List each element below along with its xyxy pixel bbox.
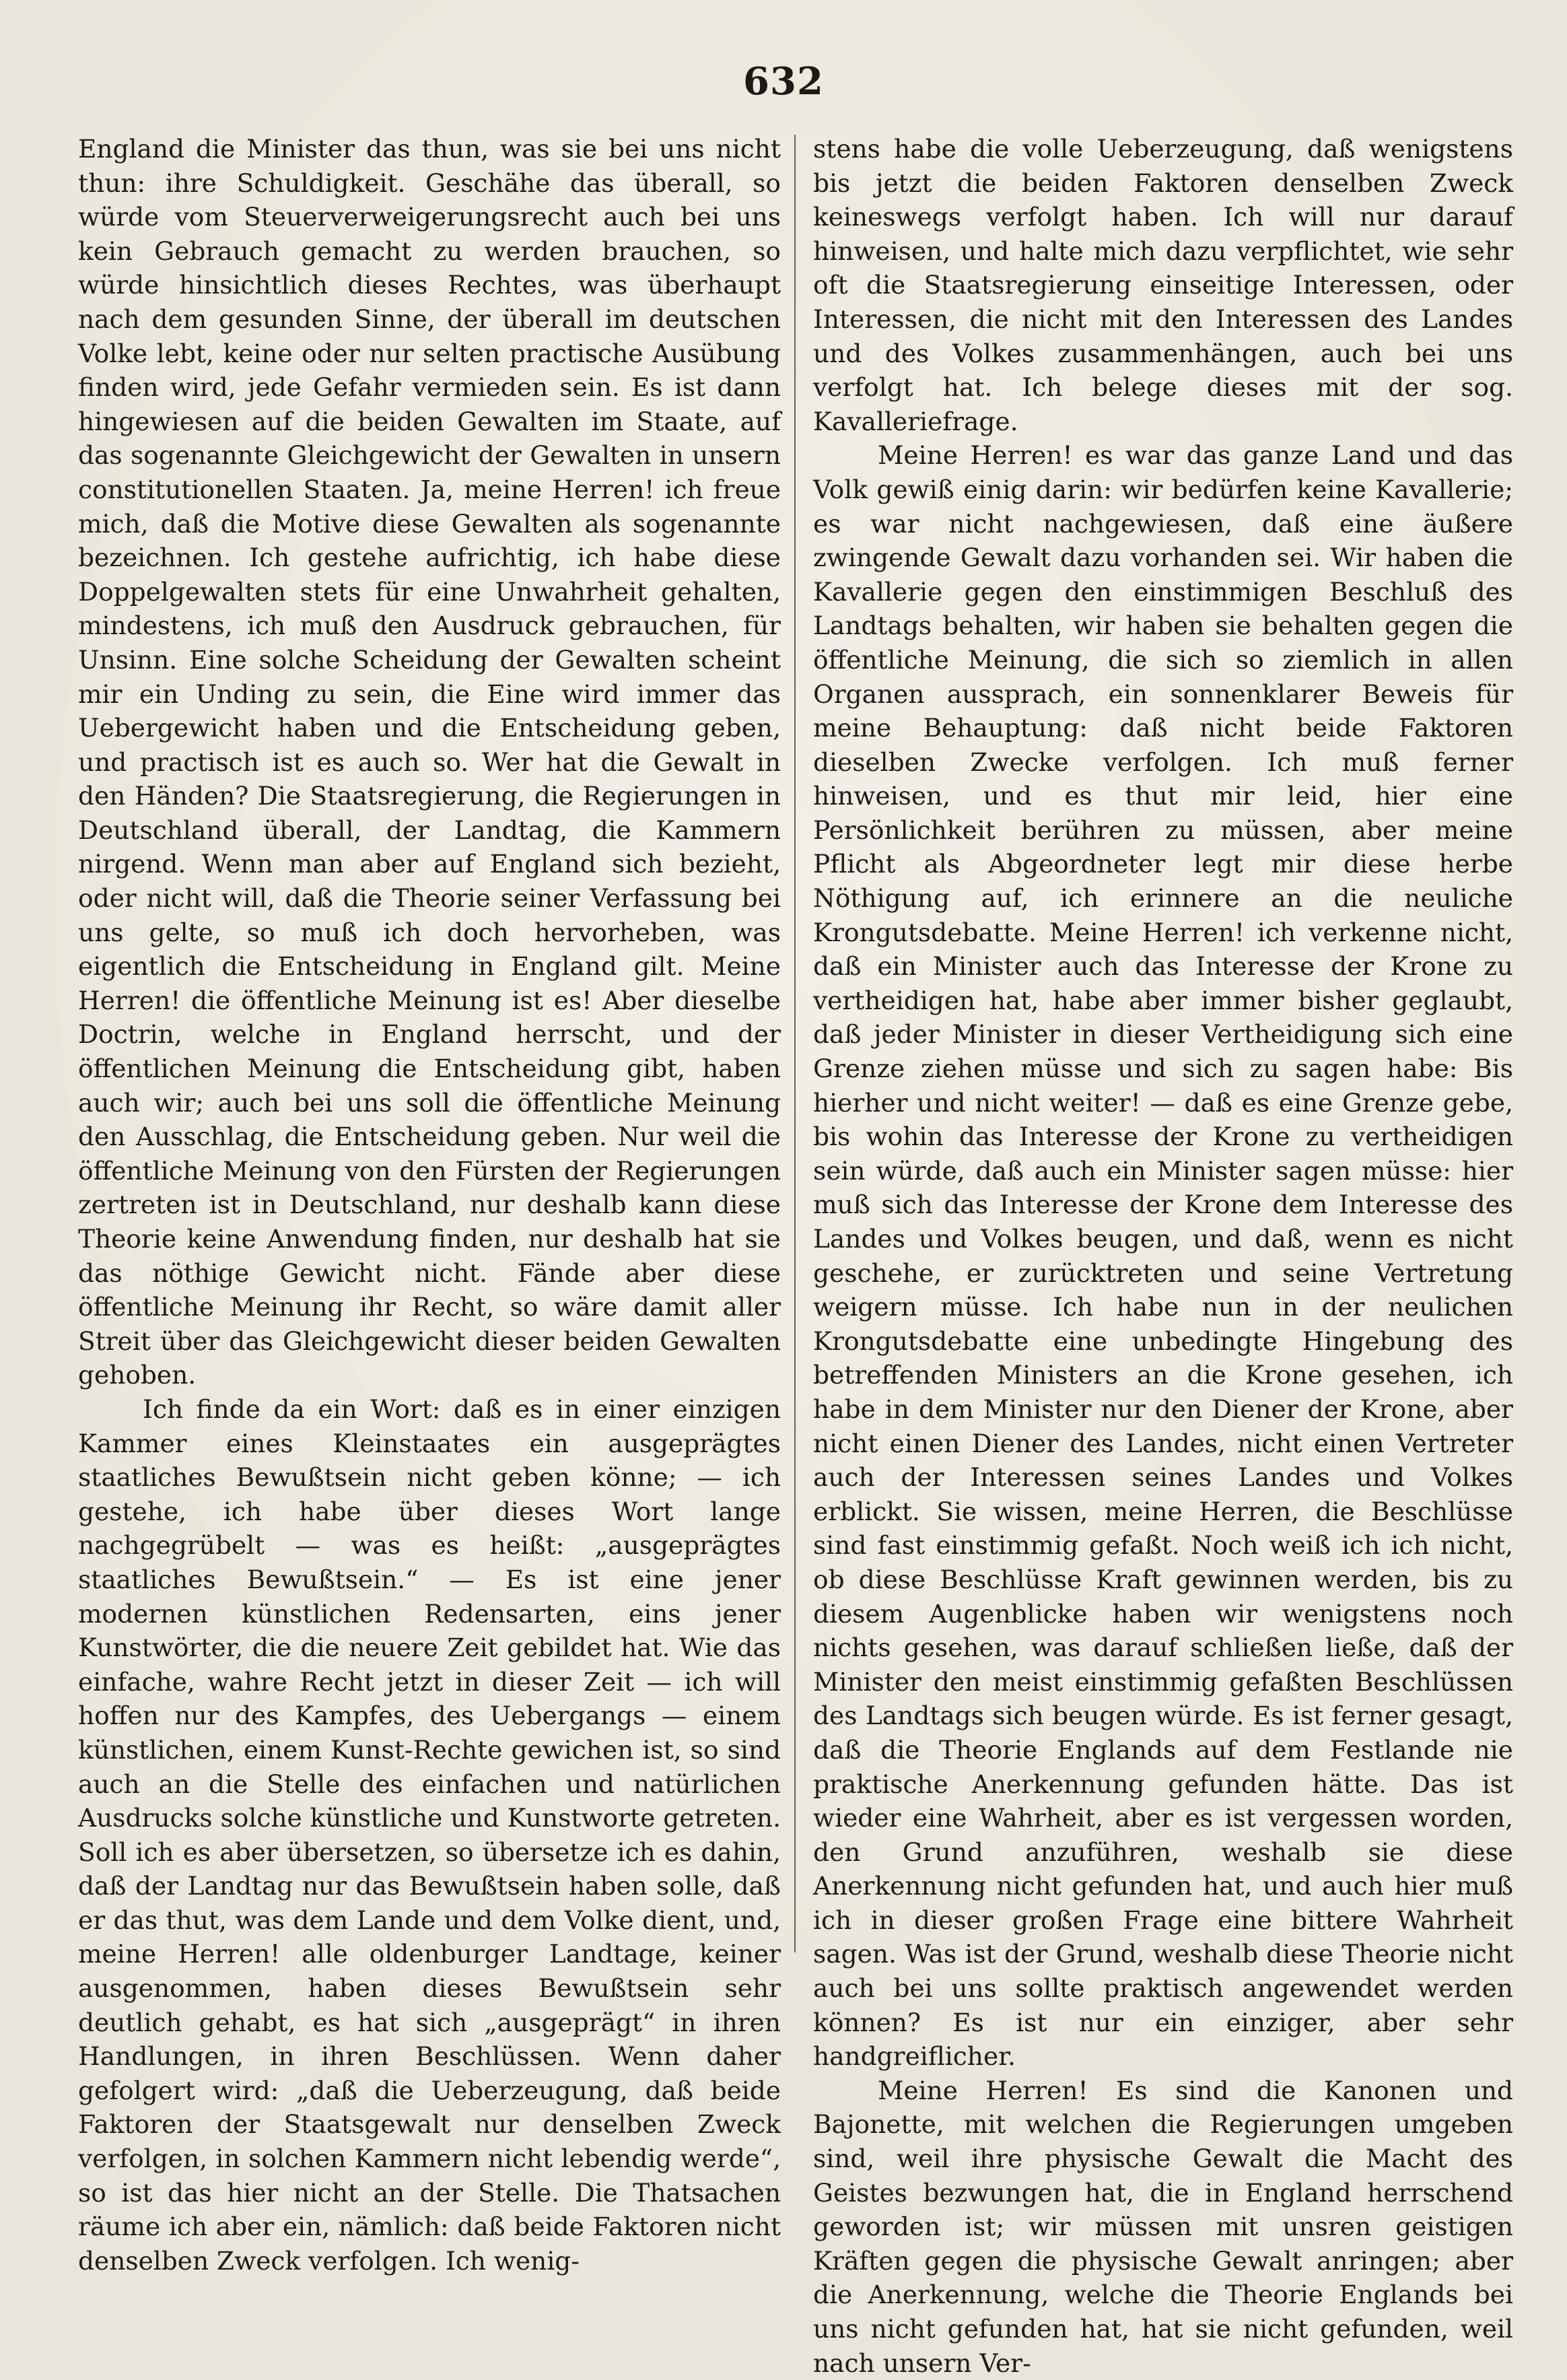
page-number: 632	[743, 59, 824, 104]
paragraph: Ich finde da ein Wort: daß es in einer einzigen Kammer eines Kleinstaates ein ausgeprägtes staatliches Bewußtsein nicht geben könne; — ich gestehe, ich habe über dieses Wort lange nachgegrübelt — was es heißt: „ausgeprägtes staatliches Bewußtsein.“ — Es ist eine jener modernen künstlichen Redensarten, eins jener Kunstwörter, die die neuere Zeit gebildet hat. Wie das einfache, wahre Recht jetzt in dieser Zeit — ich will hoffen nur des Kampfes, des Uebergangs — einem künstlichen, einem Kunst-Rechte gewichen ist, so sind auch an die Stelle des einfachen und natürlichen Ausdrucks solche künstliche und Kunstworte getreten. Soll ich es aber übersetzen, so übersetze ich es dahin, daß der Landtag nur das Bewußtsein haben solle, daß er das thut, was dem Lande und dem Volke dient, und, meine Herren! alle oldenburger Landtage, keiner ausgenommen, haben dieses Bewußtsein sehr deutlich gehabt, es hat sich „ausgeprägt“ in ihren Handlungen, in ihren Beschlüssen. Wenn daher gefolgert wird: „daß die Ueberzeugung, daß beide Faktoren der Staatsgewalt nur denselben Zweck verfolgen, in solchen Kammern nicht lebendig werde“, so ist das hier nicht an der Stelle. Die Thatsachen räume ich aber ein, nämlich: daß beide Faktoren nicht denselben Zweck verfolgen. Ich wenig-	[78, 1394, 781, 2276]
paragraph: stens habe die volle Ueberzeugung, daß wenigstens bis jetzt die beiden Faktoren denselben Zweck keineswegs verfolgt haben. Ich will nur darauf hinweisen, und halte mich dazu verpflichtet, wie sehr oft die Staatsregierung einseitige Interessen, oder Interessen, die nicht mit den Interessen des Landes und des Volkes zusammenhängen, auch bei uns verfolgt hat. Ich belege dieses mit der sog. Kavalleriefrage.	[813, 134, 1513, 436]
paragraph: England die Minister das thun, was sie bei uns nicht thun: ihre Schuldigkeit. Geschähe das überall, so würde vom Steuerverweigerungsrecht auch bei uns kein Gebrauch gemacht zu werden brauchen, so würde hinsichtlich dieses Rechtes, was überhaupt nach dem gesunden Sinne, der überall im deutschen Volke lebt, keine oder nur selten practische Ausübung finden wird, jede Gefahr vermieden sein. Es ist dann hingewiesen auf die beiden Gewalten im Staate, auf das sogenannte Gleichgewicht der Gewalten in unsern constitutionellen Staaten. Ja, meine Herren! ich freue mich, daß die Motive diese Gewalten als sogenannte bezeichnen. Ich gestehe aufrichtig, ich habe diese Doppelgewalten stets für eine Unwahrheit gehalten, mindestens, ich muß den Ausdruck gebrauchen, für Unsinn. Eine solche Scheidung der Gewalten scheint mir ein Unding zu sein, die Eine wird immer das Uebergewicht haben und die Entscheidung geben, und practisch ist es auch so. Wer hat die Gewalt in den Händen? Die Staatsregierung, die Regierungen in Deutschland überall, der Landtag, die Kammern nirgend. Wenn man aber auf England sich bezieht, oder nicht will, daß die Theorie seiner Verfassung bei uns gelte, so muß ich doch hervorheben, was eigentlich die Entscheidung in England gilt. Meine Herren! die öffentliche Meinung ist es! Aber dieselbe Doctrin, welche in England herrscht, und der öffentlichen Meinung die Entscheidung gibt, haben auch wir; auch bei uns soll die öffentliche Meinung den Ausschlag, die Entscheidung geben. Nur weil die öffentliche Meinung von den Fürsten der Regierungen zertreten ist in Deutschland, nur deshalb kann diese Theorie keine Anwendung finden, nur deshalb hat sie das nöthige Gewicht nicht. Fände aber diese öffentliche Meinung ihr Recht, so wäre damit aller Streit über das Gleichgewicht dieser beiden Gewalten gehoben.	[78, 134, 781, 1390]
paragraph: Meine Herren! Es sind die Kanonen und Bajonette, mit welchen die Regierungen umgeben sind, weil ihre physische Gewalt die Macht des Geistes bezwungen hat, die in England herrschend geworden ist; wir müssen mit unsren geistigen Kräften gegen die physische Gewalt anringen; aber die Anerkennung, welche die Theorie Englands bei uns nicht gefunden hat, hat sie nicht gefunden, weil nach unsern Ver-	[813, 2075, 1513, 2378]
right-column	[813, 132, 1513, 2378]
paragraph: Meine Herren! es war das ganze Land und das Volk gewiß einig darin: wir bedürfen keine Kavallerie; es war nicht nachgewiesen, daß eine äußere zwingende Gewalt dazu vorhanden sei. Wir haben die Kavallerie gegen den einstimmigen Beschluß des Landtags behalten, wir haben sie behalten gegen die öffentliche Meinung, die sich so ziemlich in allen Organen aussprach, ein sonnenklarer Beweis für meine Behauptung: daß nicht beide Faktoren dieselben Zwecke verfolgen. Ich muß ferner hinweisen, und es thut mir leid, hier eine Persönlichkeit berühren zu müssen, aber meine Pflicht als Abgeordneter legt mir diese herbe Nöthigung auf, ich erinnere an die neuliche Krongutsdebatte. Meine Herren! ich verkenne nicht, daß ein Minister auch das Interesse der Krone zu vertheidigen hat, habe aber immer bisher geglaubt, daß jeder Minister in dieser Vertheidigung sich eine Grenze ziehen müsse und sich zu sagen habe: Bis hierher und nicht weiter! — daß es eine Grenze gebe, bis wohin das Interesse der Krone zu vertheidigen sein würde, daß auch ein Minister sagen müsse: hier muß sich das Interesse der Krone dem Interesse des Landes und Volkes beugen, und daß, wenn es nicht geschehe, er zurücktreten und seine Vertretung weigern müsse. Ich habe nun in der neulichen Krongutsdebatte eine unbedingte Hingebung des betreffenden Ministers an die Krone gesehen, ich habe in dem Minister nur den Diener der Krone, aber nicht einen Diener des Landes, nicht einen Vertreter auch der Interessen seines Landes und Volkes erblickt. Sie wissen, meine Herren, die Beschlüsse sind fast einstimmig gefaßt. Noch weiß ich ich nicht, ob diese Beschlüsse Kraft gewinnen werden, bis zu diesem Augenblicke haben wir wenigstens noch nichts gesehen, was darauf schließen ließe, daß der Minister den meist einstimmig gefaßten Beschlüssen des Landtags sich beugen würde. Es ist ferner gesagt, daß die Theorie Englands auf dem Festlande nie praktische Anerkennung gefunden hätte. Das ist wieder eine Wahrheit, aber es ist vergessen worden, den Grund anzuführen, weshalb sie diese Anerkennung nicht gefunden hat, und auch hier muß ich in dieser großen Frage eine bittere Wahrheit sagen. Was ist der Grund, weshalb diese Theorie nicht auch bei uns sollte praktisch angewendet werden können? Es ist nur ein einziger, aber sehr handgreiflicher.	[813, 440, 1513, 2072]
column-divider	[794, 135, 796, 1952]
left-column	[78, 132, 781, 2276]
